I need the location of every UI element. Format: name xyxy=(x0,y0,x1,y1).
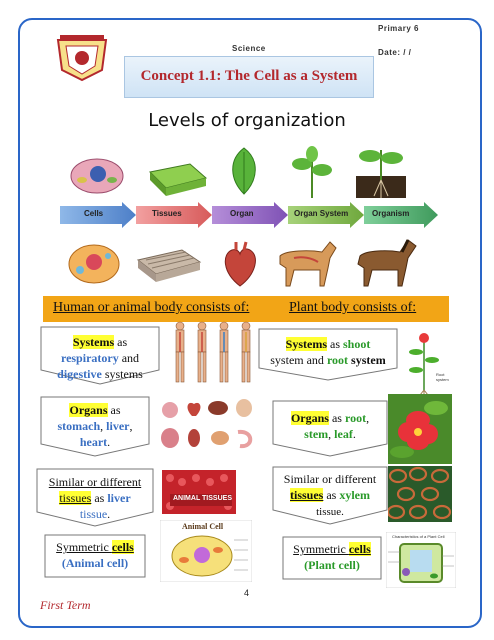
tissue-3d-image xyxy=(140,160,210,198)
kw-cells: cells xyxy=(111,540,134,554)
plant-tissues-callout xyxy=(272,466,388,526)
text-fragment: Symmetric xyxy=(56,540,112,554)
text-fragment: Similar or different xyxy=(283,472,377,486)
section-title: Levels of organization xyxy=(148,110,346,131)
plant-cell-diagram xyxy=(386,532,456,588)
subject-label: Science xyxy=(232,44,266,53)
kw-plant-systems: Systems xyxy=(285,337,327,351)
text-fragment: Similar or different xyxy=(48,475,142,489)
level-label-tissues: Tissues xyxy=(152,209,182,218)
date-label: Date: / / xyxy=(378,48,412,57)
cell-3d-image xyxy=(68,152,126,196)
animal-systems-callout xyxy=(40,326,160,386)
text-fragment: , xyxy=(366,411,370,425)
horse-anatomy-image xyxy=(272,238,344,288)
text-fragment: , xyxy=(100,419,107,433)
kw-stomach: stomach xyxy=(57,419,101,433)
animal-tissues-callout xyxy=(36,468,154,528)
animal-cell-label: Animal Cell xyxy=(182,522,224,531)
text-fragment: as xyxy=(107,403,121,417)
horse-image xyxy=(352,236,420,288)
text-fragment: and xyxy=(118,351,140,365)
plant-cells-callout xyxy=(282,536,382,580)
animal-cells-callout xyxy=(44,534,146,578)
kw-heart: heart xyxy=(79,435,108,449)
organs-image xyxy=(158,394,258,456)
kw-plant-cells: cells xyxy=(348,542,371,556)
kw-leaf: leaf xyxy=(334,427,353,441)
concept-banner xyxy=(124,56,374,98)
kw-animal-cell: (Animal cell) xyxy=(61,556,129,570)
kw-plant-tissues: tissues xyxy=(290,488,324,502)
muscle-tissue-image xyxy=(134,246,204,284)
kw-digestive: digestive xyxy=(57,367,102,381)
text-fragment: . xyxy=(352,427,356,441)
kw-plant-cell: (Plant cell) xyxy=(304,558,360,572)
heart-image xyxy=(220,240,260,288)
kw-organs: Organs xyxy=(69,403,108,417)
plant-cell-label: Characteristics of a Plant Cell xyxy=(392,534,445,539)
root-system-label: Root system xyxy=(436,372,449,382)
text-fragment: system and xyxy=(270,353,327,367)
kw-stem: stem xyxy=(304,427,329,441)
plant-heading: Plant body consists of: xyxy=(289,300,417,315)
text-fragment: as xyxy=(323,488,340,502)
level-label-organ: Organ xyxy=(230,209,254,218)
leaf-image xyxy=(226,146,262,196)
kw-shoot: shoot xyxy=(343,337,371,351)
term-label: First Term xyxy=(40,598,91,612)
kw-system: system xyxy=(351,353,386,367)
flowering-plant-image xyxy=(404,330,454,400)
kw-xylem: xylem xyxy=(339,488,370,502)
kw-systems: Systems xyxy=(72,335,115,349)
text-fragment: , xyxy=(129,419,133,433)
concept-title: Concept 1.1: The Cell as a System xyxy=(140,68,358,84)
level-label-cells: Cells xyxy=(84,209,104,218)
levels-arrow-strip xyxy=(60,202,438,228)
plant-shoot-image xyxy=(288,146,336,198)
text-fragment: systems xyxy=(101,367,143,381)
grade-label: Primary 6 xyxy=(378,24,419,33)
plant-organs-callout xyxy=(272,400,388,458)
kw-liver-tissue: liver xyxy=(107,491,131,505)
kw-tissues: tissues xyxy=(59,491,92,505)
animal-cell-3d-image xyxy=(66,240,122,286)
text-fragment: , xyxy=(328,427,335,441)
whole-plant-image xyxy=(356,140,406,198)
text-fragment: . xyxy=(107,435,111,449)
page-number: 4 xyxy=(244,588,250,598)
text-fragment: as xyxy=(114,335,128,349)
school-logo xyxy=(52,30,112,82)
text-fragment: . xyxy=(107,507,111,521)
kw-plant-root: root xyxy=(344,411,367,425)
kw-liver: liver xyxy=(106,419,130,433)
level-label-organ-system: Organ System xyxy=(294,209,349,218)
plant-systems-callout xyxy=(258,328,398,382)
kw-plant-organs: Organs xyxy=(290,411,329,425)
animal-heading: Human or animal body consists of: xyxy=(53,300,250,315)
text-fragment: tissue. xyxy=(316,506,344,518)
animal-tissues-image xyxy=(162,470,236,514)
animal-tissues-label: ANIMAL TISSUES xyxy=(173,495,232,502)
kw-root: root xyxy=(326,353,349,367)
human-body-systems-image xyxy=(168,318,256,394)
kw-tissue: tissue xyxy=(79,507,108,521)
level-label-organism: Organism xyxy=(372,209,410,218)
kw-respiratory: respiratory xyxy=(60,351,119,365)
text-fragment: as xyxy=(327,337,343,351)
xylem-tissue-image xyxy=(388,466,452,522)
animal-cell-diagram xyxy=(160,520,252,582)
animal-organs-callout xyxy=(40,396,150,458)
hibiscus-flower-image xyxy=(388,394,452,464)
text-fragment: as xyxy=(328,411,345,425)
text-fragment: as xyxy=(91,491,108,505)
text-fragment: Symmetric xyxy=(293,542,349,556)
